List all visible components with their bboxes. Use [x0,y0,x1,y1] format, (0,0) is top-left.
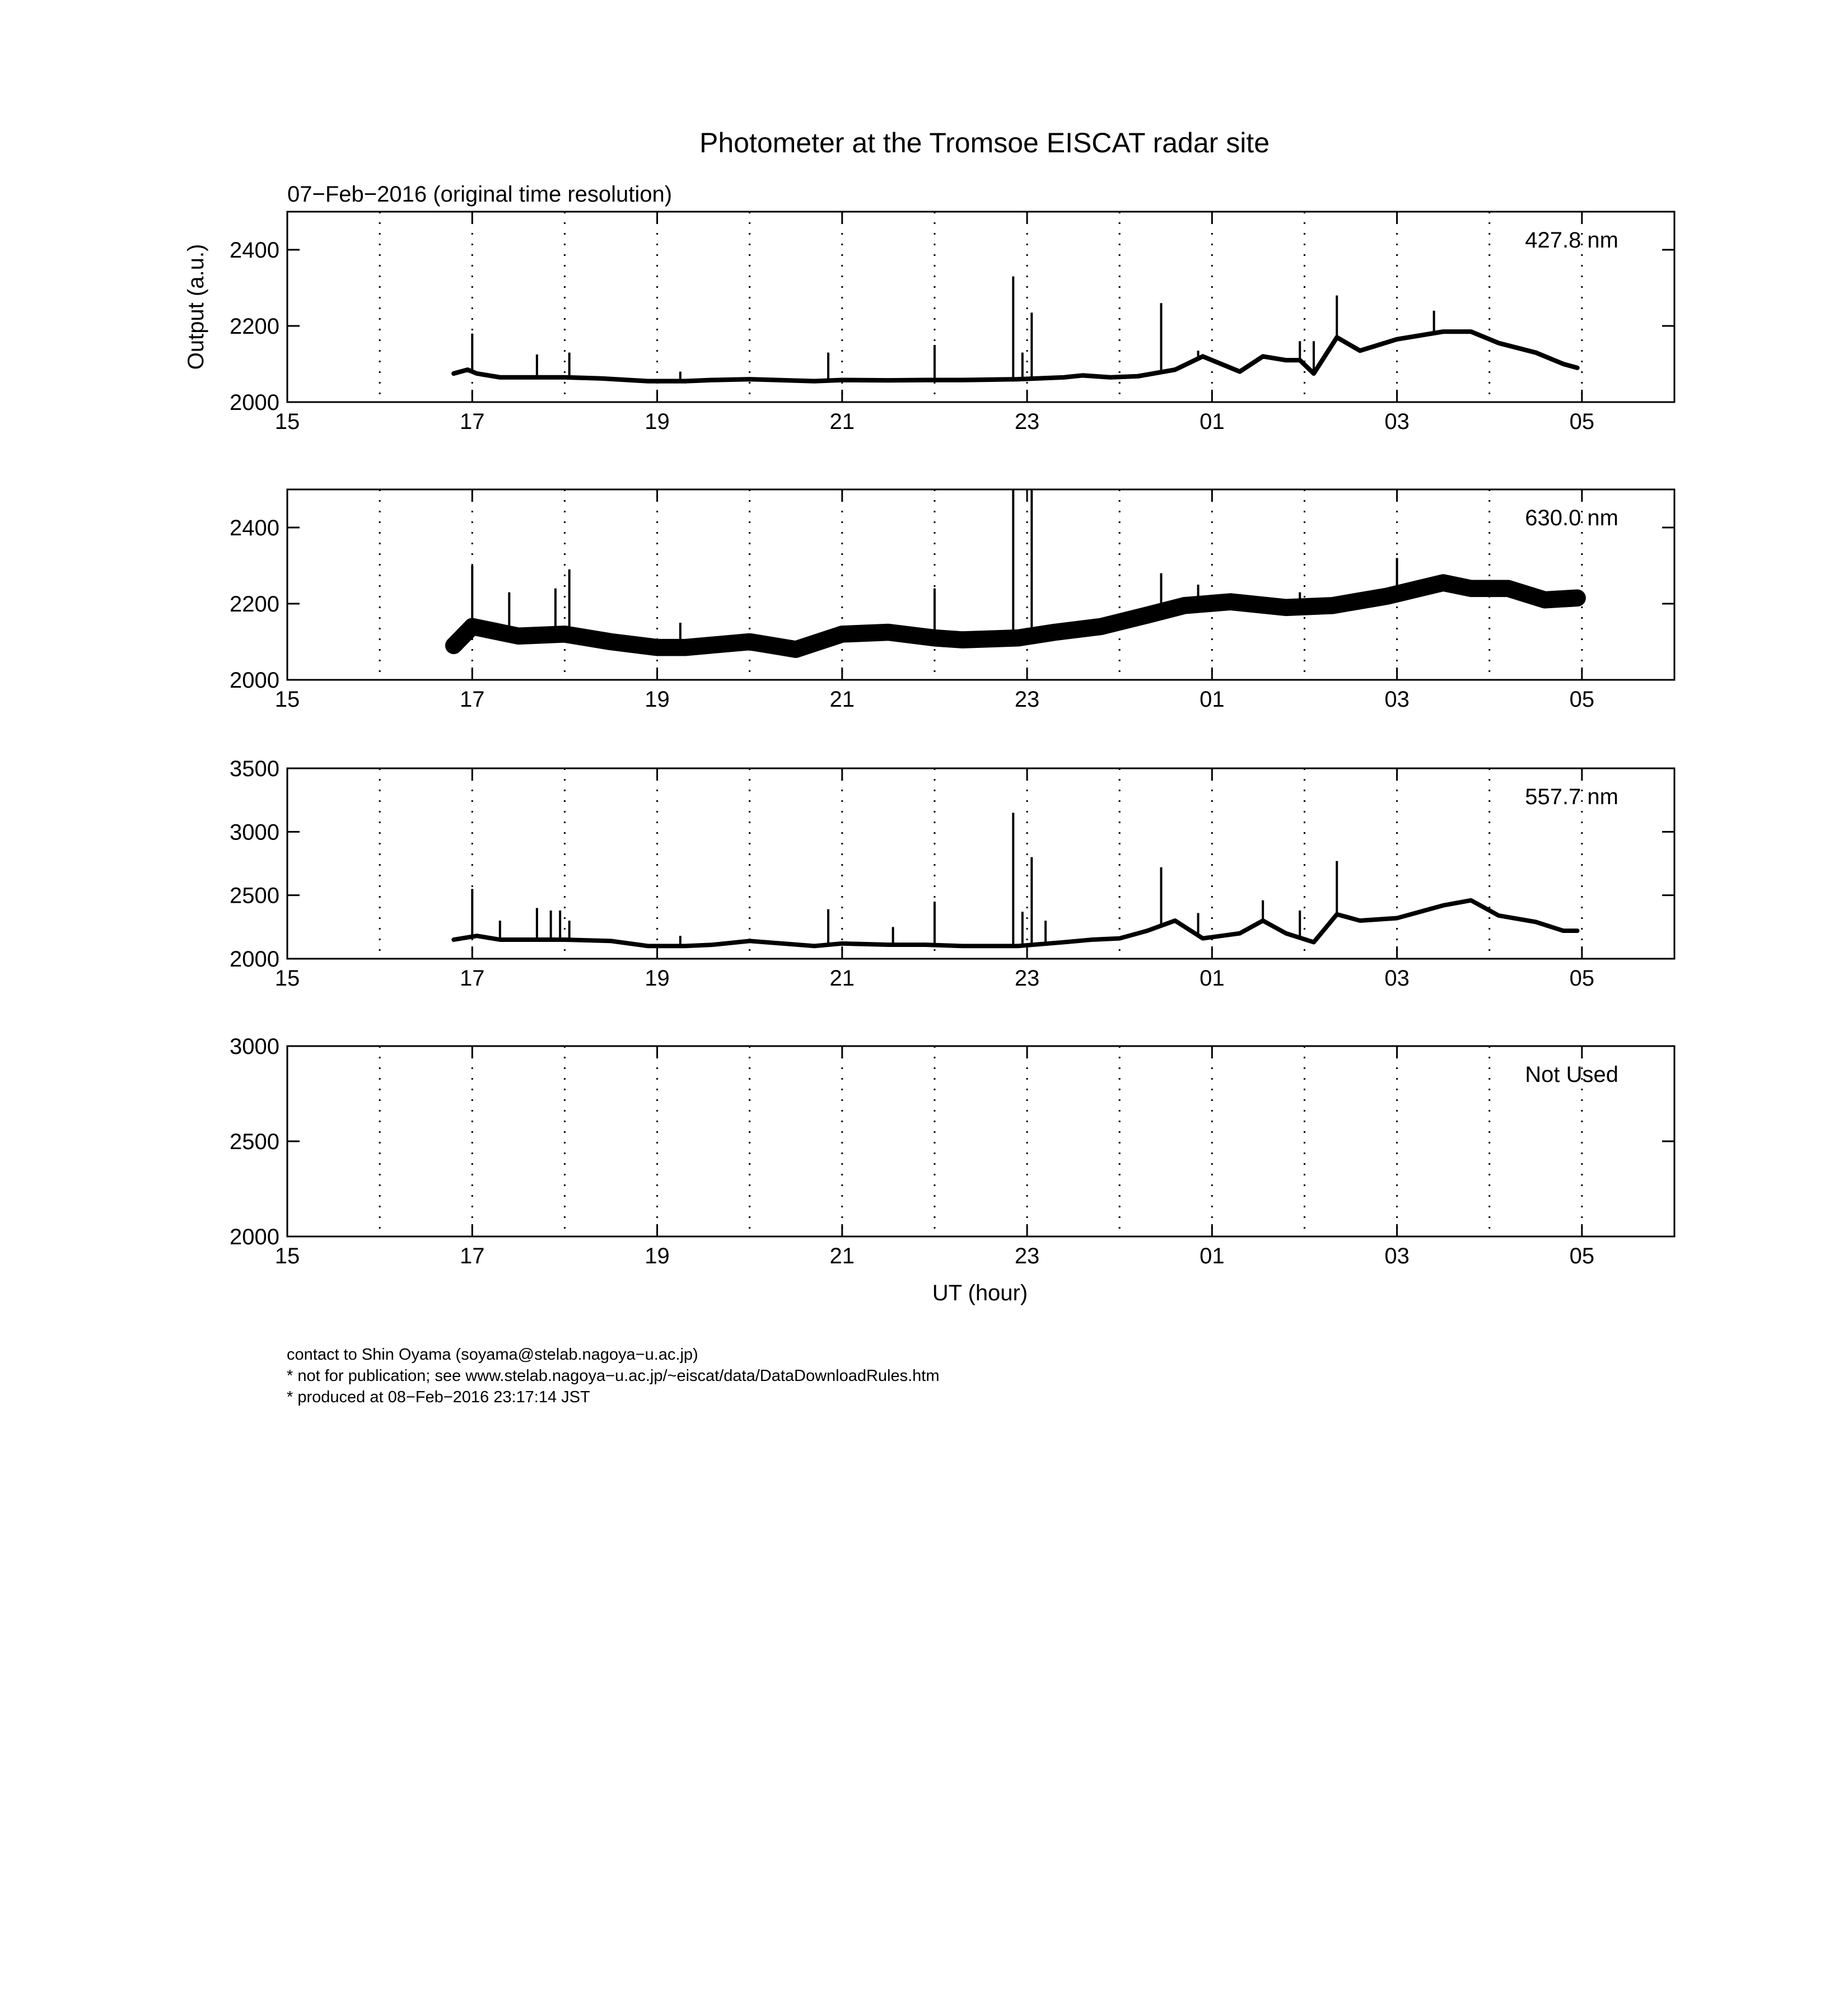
panel-label: 557.7 nm [1525,785,1618,809]
x-tick-label: 17 [460,1244,485,1268]
x-tick-label: 19 [645,409,670,434]
y-tick-label: 2500 [230,883,279,908]
x-tick-label: 17 [460,966,485,991]
x-tick-label: 23 [1014,1244,1040,1268]
x-tick-label: 15 [274,687,300,712]
x-tick-label: 21 [829,409,855,434]
y-tick-label: 3000 [230,820,279,845]
panel-4 [230,1034,1674,1268]
panels-group [230,212,1674,1268]
series-group [454,489,1577,650]
publication-note: * not for publication; see www.stelab.nagoya−u.ac.jp/~eiscat/data/DataDownloadRules.htm [287,1367,940,1385]
x-tick-label: 15 [274,409,300,434]
x-tick-label: 05 [1569,409,1595,434]
series-line [454,583,1577,650]
y-tick-label: 2500 [230,1130,279,1154]
panel-frame [287,212,1674,402]
x-tick-label: 23 [1014,409,1040,434]
x-tick-label: 01 [1200,687,1225,712]
chart-subtitle: 07−Feb−2016 (original time resolution) [287,182,673,207]
x-tick-label: 17 [460,687,485,712]
x-tick-label: 01 [1200,1244,1225,1268]
x-tick-label: 03 [1384,687,1410,712]
x-tick-label: 21 [829,966,855,991]
panel-1 [230,212,1674,434]
x-tick-label: 01 [1200,409,1225,434]
x-tick-label: 19 [645,966,670,991]
x-tick-label: 15 [274,966,300,991]
y-tick-label: 3500 [230,757,279,781]
x-tick-label: 23 [1014,966,1040,991]
x-tick-label: 15 [274,1244,300,1268]
series-line [454,332,1577,381]
y-tick-label: 2200 [230,314,279,339]
x-tick-label: 21 [829,1244,855,1268]
panel-label: Not Used [1525,1062,1618,1087]
y-tick-label: 2400 [230,238,279,263]
x-tick-label: 17 [460,409,485,434]
contact-note: contact to Shin Oyama (soyama@stelab.nagoya−u.ac.jp) [287,1346,698,1364]
x-tick-label: 01 [1200,966,1225,991]
y-tick-label: 2000 [230,1225,279,1249]
chart-title: Photometer at the Tromsoe EISCAT radar site [699,127,1270,158]
x-tick-label: 05 [1569,687,1595,712]
panel-frame [287,768,1674,959]
y-tick-label: 2200 [230,592,279,617]
x-axis-label: UT (hour) [932,1281,1028,1305]
x-tick-label: 05 [1569,966,1595,991]
series-group [454,813,1577,946]
y-axis-label: Output (a.u.) [184,244,208,370]
x-tick-label: 21 [829,687,855,712]
panel-label: 630.0 nm [1525,506,1618,530]
series-line [454,900,1577,946]
produced-note: * produced at 08−Feb−2016 23:17:14 JST [287,1388,590,1406]
panel-frame [287,1046,1674,1236]
y-tick-label: 2000 [230,947,279,972]
panel-3 [230,757,1674,991]
x-tick-label: 03 [1384,409,1410,434]
y-tick-label: 2000 [230,668,279,693]
x-tick-label: 19 [645,1244,670,1268]
panel-label: 427.8 nm [1525,228,1618,253]
x-tick-label: 19 [645,687,670,712]
x-tick-label: 03 [1384,966,1410,991]
x-tick-label: 05 [1569,1244,1595,1268]
footer-notes [287,1344,940,1408]
x-tick-label: 23 [1014,687,1040,712]
x-tick-label: 03 [1384,1244,1410,1268]
y-tick-label: 3000 [230,1034,279,1059]
y-tick-label: 2400 [230,516,279,540]
series-group [454,277,1577,381]
panel-2 [230,489,1674,712]
y-tick-label: 2000 [230,390,279,415]
